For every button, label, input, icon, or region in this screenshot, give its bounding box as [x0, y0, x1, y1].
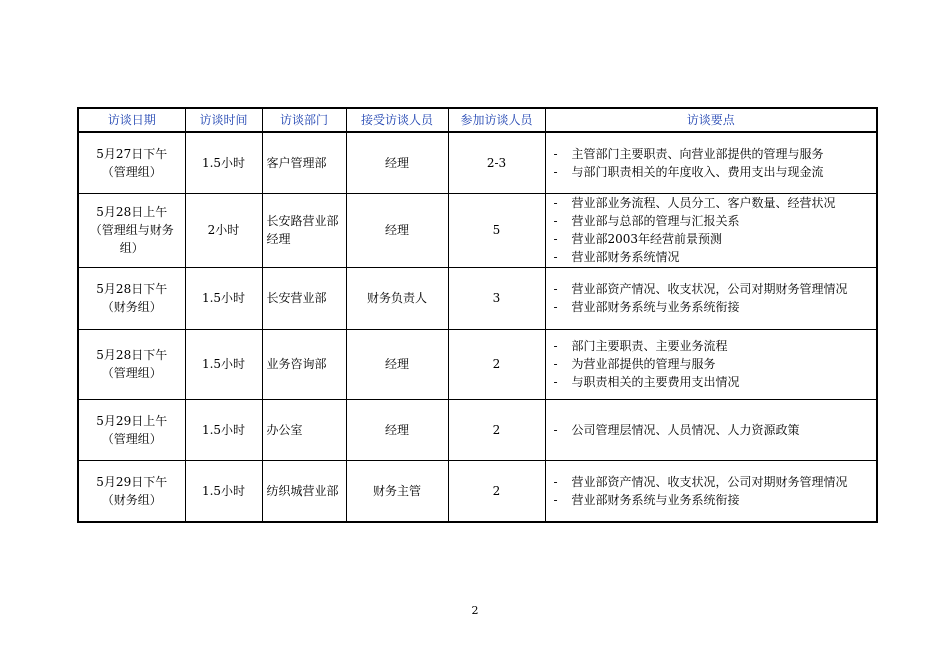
points-list	[550, 337, 873, 391]
cell-points	[545, 193, 877, 267]
date-text: 5月27日下午	[96, 146, 168, 161]
cell-date	[78, 399, 185, 460]
cell-department: 客户管理部	[262, 132, 346, 193]
dash-bullet: -	[553, 146, 558, 161]
table-row	[78, 329, 877, 399]
date-text: 5月28日下午	[96, 348, 168, 362]
dash-bullet: -	[553, 250, 558, 264]
point-text: 营业部业务流程、人员分工、客户数量、经营状况	[571, 196, 836, 210]
list-item	[550, 355, 873, 373]
point-text: 营业部与总部的管理与汇报关系	[571, 214, 740, 228]
cell-interviewee: 财务主管	[346, 460, 448, 522]
interview-schedule-table	[77, 107, 878, 523]
dash-bullet: -	[553, 422, 558, 437]
cell-participants: 2	[448, 399, 545, 460]
cell-date	[78, 267, 185, 329]
cell-interviewee: 经理	[346, 132, 448, 193]
list-item	[550, 337, 873, 355]
cell-duration: 1.5小时	[185, 132, 262, 193]
list-item	[550, 248, 873, 266]
cell-department: 纺织城营业部	[262, 460, 346, 522]
cell-points	[545, 399, 877, 460]
list-item	[550, 491, 873, 509]
point-text: 与职责相关的主要费用支出情况	[571, 375, 740, 389]
list-item	[550, 421, 873, 439]
point-text: 部门主要职责、主要业务流程	[571, 339, 728, 353]
table-header-row	[78, 108, 877, 132]
cell-department: 长安路营业部经理	[262, 193, 346, 267]
dash-bullet: -	[553, 357, 558, 371]
point-text: 营业部财务系统与业务系统衔接	[571, 300, 740, 314]
date-text: 5月28日上午	[96, 205, 168, 219]
point-text: 营业部2003年经营前景预测	[571, 232, 723, 246]
table-row	[78, 193, 877, 267]
cell-date	[78, 132, 185, 193]
cell-duration: 1.5小时	[185, 460, 262, 522]
cell-duration: 1.5小时	[185, 329, 262, 399]
cell-participants: 3	[448, 267, 545, 329]
list-item	[550, 212, 873, 230]
group-text: （管理组）	[101, 431, 162, 446]
group-text: （财务组）	[101, 300, 162, 314]
group-text: （管理组与财务组）	[89, 223, 174, 255]
cell-participants: 2	[448, 460, 545, 522]
cell-date	[78, 329, 185, 399]
group-text: （管理组）	[101, 164, 162, 179]
point-text: 为营业部提供的管理与服务	[571, 357, 716, 371]
point-text: 营业部财务系统与业务系统衔接	[571, 492, 740, 507]
cell-interviewee: 经理	[346, 193, 448, 267]
table-row	[78, 399, 877, 460]
dash-bullet: -	[553, 375, 558, 389]
point-text: 主管部门主要职责、向营业部提供的管理与服务	[571, 146, 824, 161]
list-item	[550, 145, 873, 163]
points-list	[550, 194, 873, 266]
date-text: 5月29日上午	[96, 413, 168, 428]
cell-department: 长安营业部	[262, 267, 346, 329]
point-text: 营业部财务系统情况	[571, 250, 680, 264]
group-text: （管理组）	[101, 366, 162, 380]
dash-bullet: -	[553, 492, 558, 507]
points-list	[550, 280, 873, 316]
cell-interviewee: 财务负责人	[346, 267, 448, 329]
cell-department: 办公室	[262, 399, 346, 460]
point-text: 营业部资产情况、收支状况，公司对期财务管理情况	[571, 474, 848, 489]
points-list	[550, 421, 873, 439]
point-text: 营业部资产情况、收支状况，公司对期财务管理情况	[571, 282, 848, 296]
dash-bullet: -	[553, 282, 558, 296]
list-item	[550, 298, 873, 316]
date-text: 5月28日下午	[96, 282, 168, 296]
list-item	[550, 194, 873, 212]
cell-interviewee: 经理	[346, 329, 448, 399]
header-interview-department: 访谈部门	[262, 108, 346, 132]
table-row	[78, 132, 877, 193]
list-item	[550, 373, 873, 391]
header-interview-time: 访谈时间	[185, 108, 262, 132]
cell-points	[545, 132, 877, 193]
dash-bullet: -	[553, 300, 558, 314]
group-text: （财务组）	[101, 492, 162, 507]
table-row	[78, 460, 877, 522]
dash-bullet: -	[553, 232, 558, 246]
cell-duration: 1.5小时	[185, 399, 262, 460]
dash-bullet: -	[553, 474, 558, 489]
cell-participants: 2	[448, 329, 545, 399]
list-item	[550, 473, 873, 491]
points-list	[550, 473, 873, 509]
dash-bullet: -	[553, 214, 558, 228]
dash-bullet: -	[553, 164, 558, 179]
cell-participants: 5	[448, 193, 545, 267]
list-item	[550, 230, 873, 248]
cell-duration: 1.5小时	[185, 267, 262, 329]
cell-duration: 2小时	[185, 193, 262, 267]
list-item	[550, 163, 873, 181]
dash-bullet: -	[553, 196, 558, 210]
header-participants: 参加访谈人员	[448, 108, 545, 132]
cell-points	[545, 329, 877, 399]
point-text: 公司管理层情况、人员情况、人力资源政策	[571, 422, 800, 437]
cell-date	[78, 193, 185, 267]
point-text: 与部门职责相关的年度收入、费用支出与现金流	[571, 164, 824, 179]
list-item	[550, 280, 873, 298]
header-interview-points: 访谈要点	[545, 108, 877, 132]
cell-points	[545, 267, 877, 329]
cell-participants: 2-3	[448, 132, 545, 193]
page-number: 2	[471, 604, 479, 617]
dash-bullet: -	[553, 339, 558, 353]
cell-interviewee: 经理	[346, 399, 448, 460]
cell-points	[545, 460, 877, 522]
header-interviewee: 接受访谈人员	[346, 108, 448, 132]
cell-department: 业务咨询部	[262, 329, 346, 399]
table-row	[78, 267, 877, 329]
date-text: 5月29日下午	[96, 474, 168, 489]
header-interview-date: 访谈日期	[78, 108, 185, 132]
cell-date	[78, 460, 185, 522]
points-list	[550, 145, 873, 181]
